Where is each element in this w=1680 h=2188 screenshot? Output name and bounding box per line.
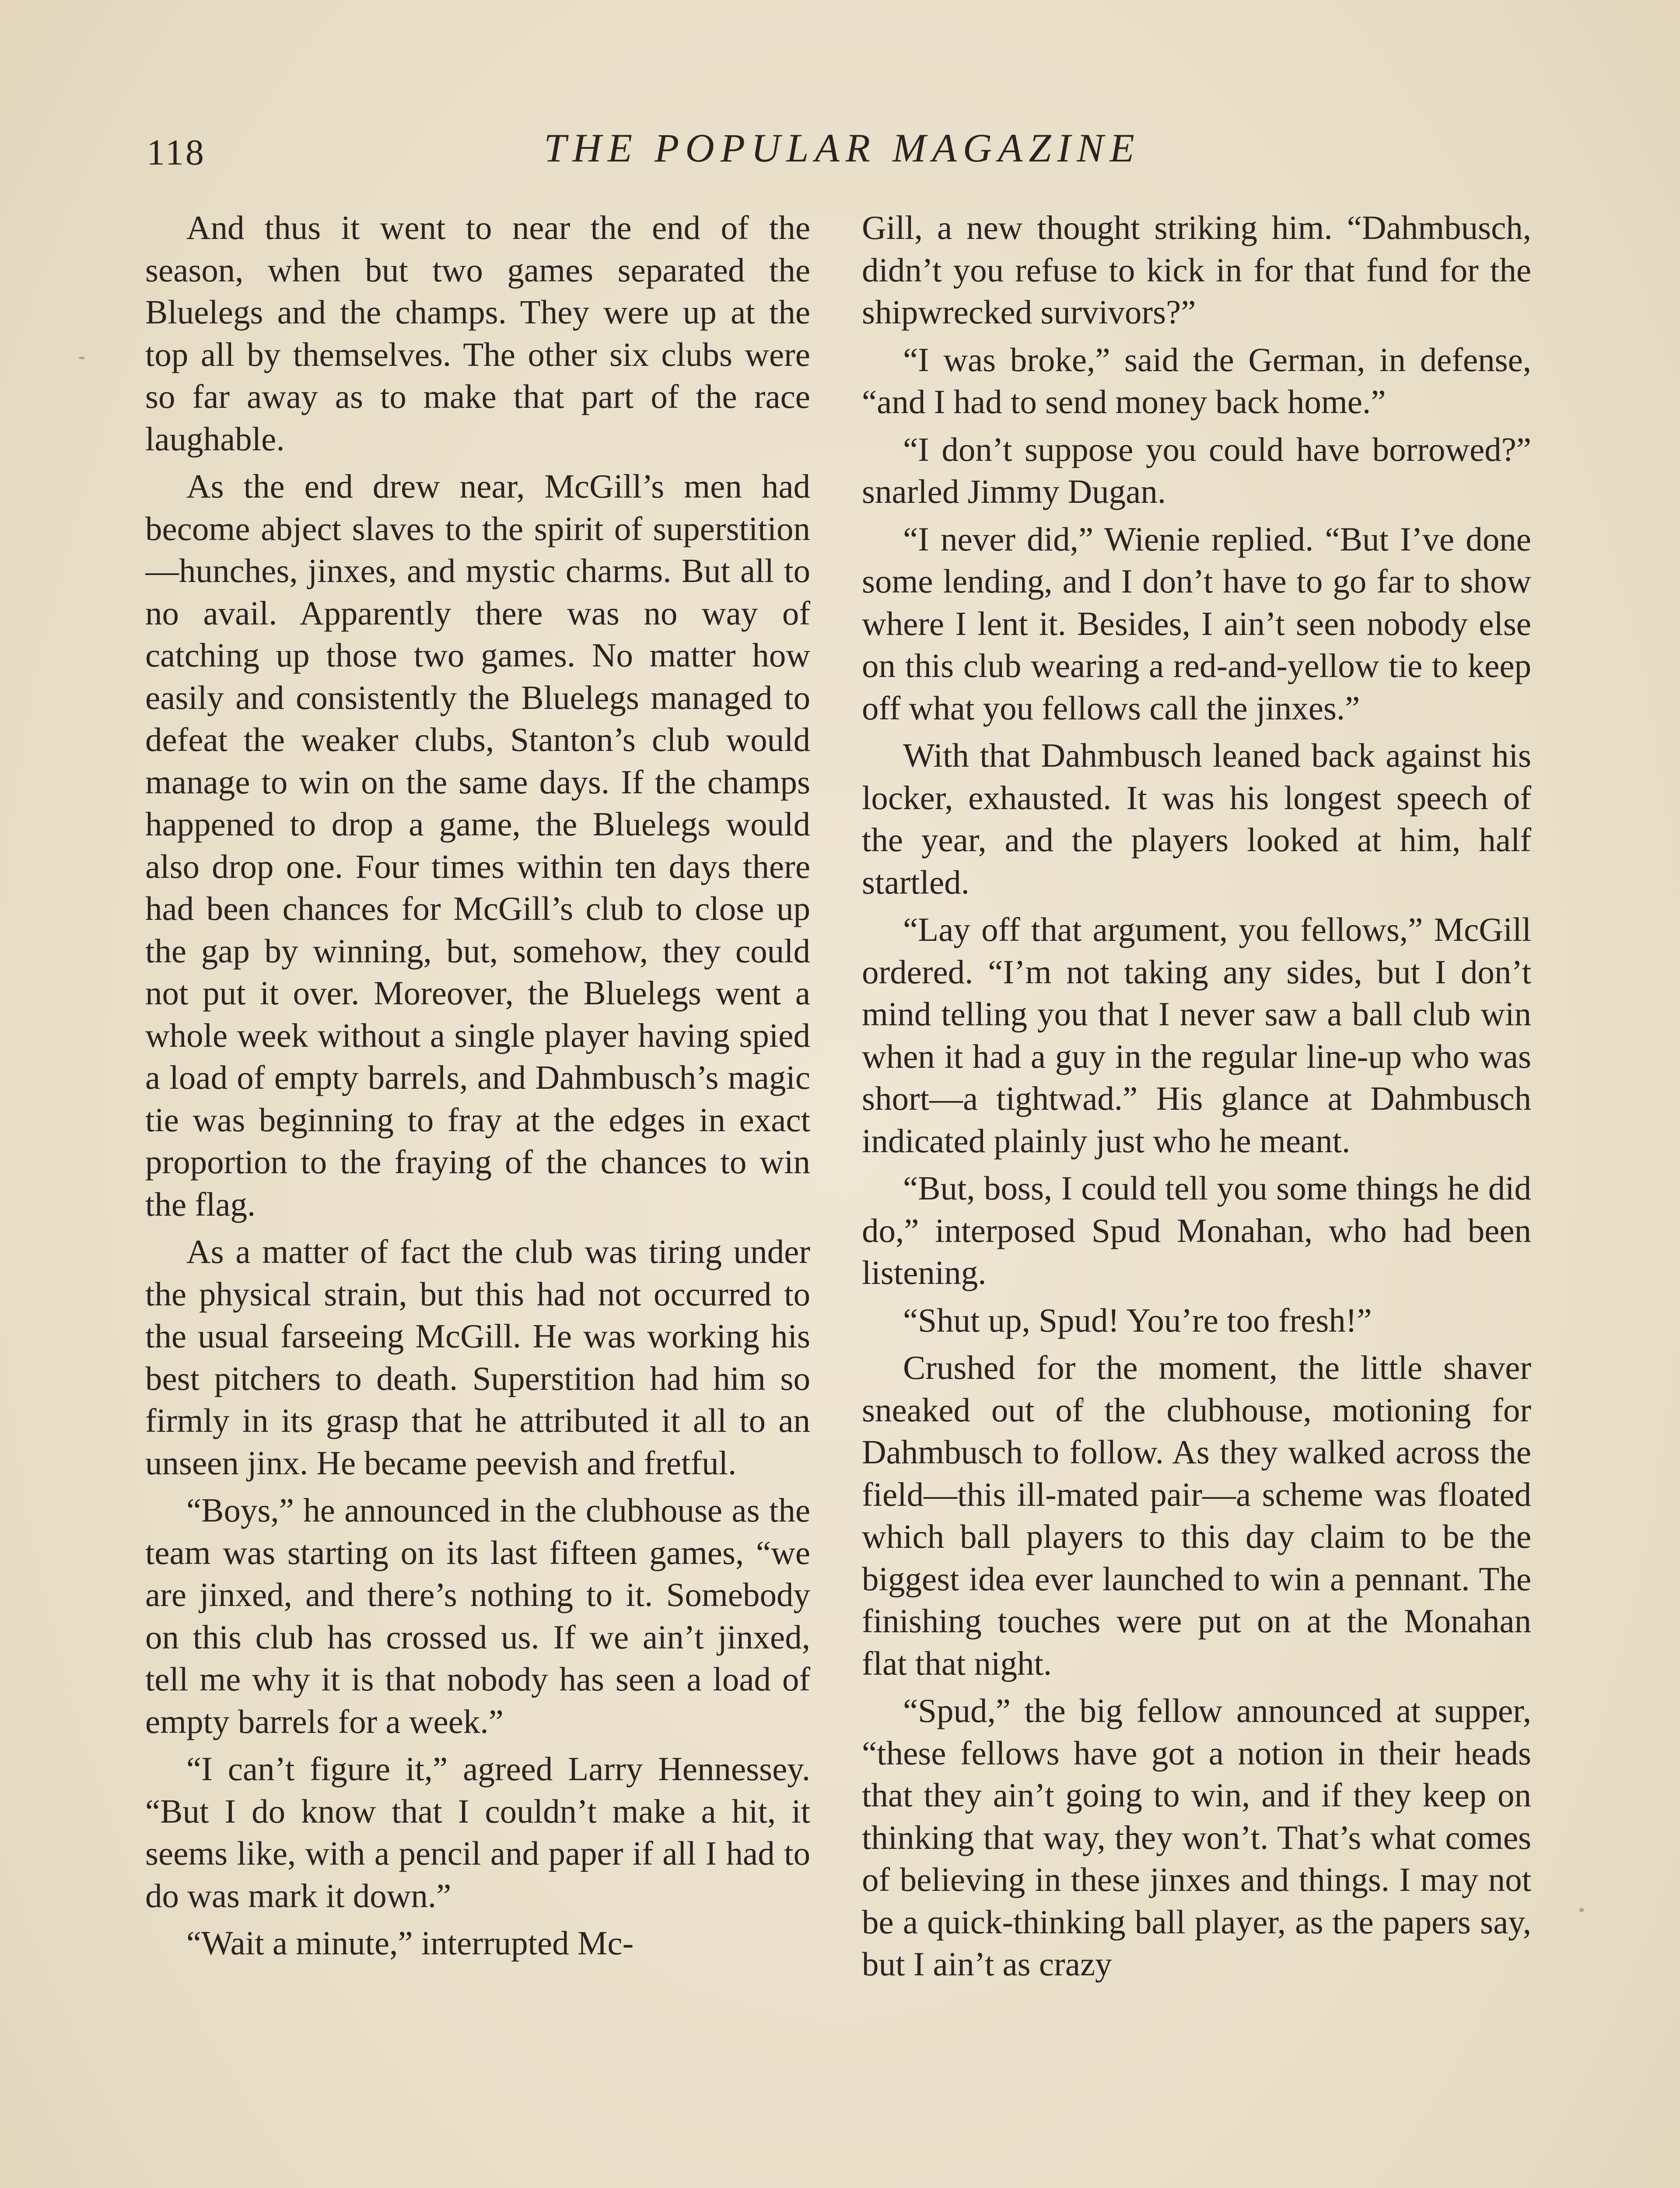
- paper-speck: [1579, 1908, 1584, 1912]
- paragraph: “I was broke,” said the German, in defense, “and I had to send money back home.”: [862, 340, 1531, 421]
- paragraph: “I never did,” Wienie replied. “But I’ve done some lending, and I don’t have to go far to show where I lent it. Besides, I ain’t seen nobody else on this club wearing a red-and-yellow tie to keep off what you fellows call the jinxes.”: [862, 520, 1531, 727]
- paragraph-continued: Gill, a new thought striking him. “Dahmbusch, didn’t you refuse to kick in for that fund for the shipwrecked survivors?”: [862, 209, 1531, 331]
- paragraph: “Boys,” he announced in the clubhouse as the team was starting on its last fifteen games, “we are jinxed, and there’s nothing to it. Somebody on this club has crossed us. If we ain’t jinxed, tell me why it is that nobody has seen a load of empty barrels for a week.”: [145, 1491, 810, 1740]
- right-column: [862, 207, 1531, 2188]
- page-number: 118: [147, 132, 206, 173]
- paragraph: “Shut up, Spud! You’re too fresh!”: [903, 1301, 1372, 1339]
- paragraph: “Wait a minute,” interrupted Mc-: [186, 1924, 634, 1962]
- paper-speck: [79, 357, 85, 359]
- paper-speck: [1081, 1400, 1084, 1404]
- left-column: [145, 207, 810, 2188]
- paragraph: And thus it went to near the end of the season, when but two games separated the Bluelegs and the champs. They were up at the top all by themselves. The other six clubs were so far away as to make that part of the race laughable.: [145, 209, 810, 458]
- paragraph: As a matter of fact the club was tiring under the physical strain, but this had not occurred to the usual farseeing McGill. He was working his best pitchers to death. Superstition had him so firmly in its grasp that he attributed it all to an unseen jinx. He became peevish and fretful.: [145, 1233, 810, 1482]
- paragraph: Crushed for the moment, the little shaver sneaked out of the clubhouse, motioning for Dahmbusch to follow. As they walked across the field—this ill-mated pair—a scheme was floated which ball players to this day claim to be the biggest idea ever launched to win a pennant. The finishing touches were put on at the Monahan flat that night.: [862, 1349, 1531, 1682]
- paragraph: As the end drew near, McGill’s men had become abject slaves to the spirit of superstition—hunches, jinxes, and mystic charms. But all to no avail. Apparently there was no way of catching up those two games. No matter how easily and consistently the Bluelegs managed to defeat the weaker clubs, Stanton’s club would manage to win on the same days. If the champs happened to drop a game, the Bluelegs would also drop one. Four times within ten days there had been chances for McGill’s club to close up the gap by winning, but, somehow, they could not put it over. Moreover, the Bluelegs went a whole week without a single player having spied a load of empty barrels, and Dahmbusch’s magic tie was beginning to fray at the edges in exact proportion to the fraying of the chances to win the flag.: [145, 467, 810, 1223]
- paragraph: With that Dahmbusch leaned back against his locker, exhausted. It was his longest speech of the year, and the players looked at him, half startled.: [862, 736, 1531, 901]
- running-head: THE POPULAR MAGAZINE: [544, 126, 1141, 170]
- paragraph: “But, boss, I could tell you some things he did do,” interposed Spud Monahan, who had been listening.: [862, 1169, 1531, 1291]
- paragraph: “I can’t figure it,” agreed Larry Hennessey. “But I do know that I couldn’t make a hit, it seems like, with a pencil and paper if all I had to do was mark it down.”: [145, 1750, 810, 1914]
- paragraph: “I don’t suppose you could have borrowed?” snarled Jimmy Dugan.: [862, 430, 1531, 510]
- paragraph: “Spud,” the big fellow announced at supper, “these fellows have got a notion in their heads that they ain’t going to win, and if they keep on thinking that way, they won’t. That’s what comes of believing in these jinxes and things. I may not be a quick-thinking ball player, as the papers say, but I ain’t as crazy: [862, 1692, 1531, 1983]
- paragraph: “Lay off that argument, you fellows,” McGill ordered. “I’m not taking any sides, but I don’t mind telling you that I never saw a ball club win when it had a guy in the regular line-up who was short—a tightwad.” His glance at Dahmbusch indicated plainly just who he meant.: [862, 911, 1531, 1160]
